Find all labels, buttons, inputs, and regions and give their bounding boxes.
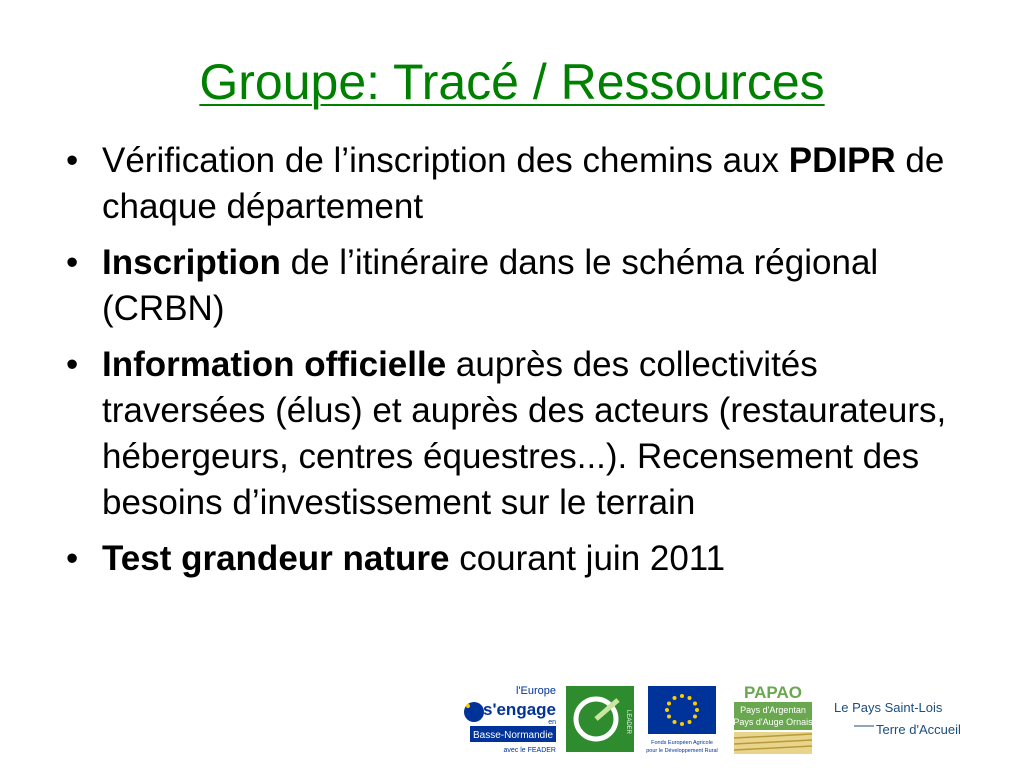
bullet-text: auprès des collectivités traversées (élus) et auprès des acteurs (restaurateurs, hébergeurs, centres équestres...). Recensement des besoins d’investissement sur le terrain [102, 345, 947, 522]
bullet-text: de chaque département [102, 141, 945, 226]
slide-title: Groupe: Tracé / Ressources [199, 54, 825, 110]
partner-logos [448, 680, 988, 760]
bullet-dot: • [66, 539, 79, 578]
bullet-bold: Inscription [102, 243, 281, 282]
papao-title: PAPAO [744, 683, 802, 702]
bullet-text: courant juin 2011 [449, 539, 726, 578]
bullet-bold: PDIPR [788, 141, 896, 180]
eu-caption2: pour le Développement Rural [646, 748, 718, 754]
papao-fields-icon [734, 732, 812, 754]
bullet-dot: • [66, 345, 79, 384]
bullet-dot: • [66, 243, 79, 282]
bullet-text: de l’itinéraire dans le schéma régional (CRBN) [102, 243, 879, 328]
bullet-bold: Test grandeur nature [102, 539, 450, 578]
eu-flag [648, 686, 716, 734]
bullet-item-pdipr [60, 138, 960, 230]
europe-star-icon [466, 704, 470, 708]
papao-line1: Pays d'Argentan [740, 705, 806, 715]
papao-logo [728, 680, 818, 758]
bullet-item-inscription [60, 240, 960, 332]
bullet-list [60, 138, 960, 592]
eu-caption1: Fonds Européen Agricole [651, 740, 713, 746]
europe-line1: l'Europe [515, 685, 556, 697]
bullet-item-test [60, 536, 960, 582]
bullet-item-information [60, 342, 960, 526]
papao-line2: Pays d'Auge Ornais [733, 717, 813, 727]
saint-lois-line2: Terre d'Accueil [876, 722, 961, 737]
europe-line5: avec le FEADER [503, 747, 556, 754]
europe-line2: s'engage [482, 700, 556, 719]
saint-lois-line1: Le Pays Saint-Lois [834, 700, 943, 715]
eu-flag-logo [644, 684, 720, 756]
europe-engage-logo [454, 682, 558, 756]
europe-line4: Basse-Normandie [472, 730, 554, 741]
europe-line3: en [548, 719, 556, 726]
leader-logo [566, 686, 634, 752]
bullet-dot: • [66, 141, 79, 180]
bullet-bold: Information officielle [102, 345, 447, 384]
bullet-text: Vérification de l’inscription des chemins aux [102, 141, 789, 180]
leader-text: LEADER [625, 709, 631, 735]
saint-lois-logo [830, 694, 980, 750]
